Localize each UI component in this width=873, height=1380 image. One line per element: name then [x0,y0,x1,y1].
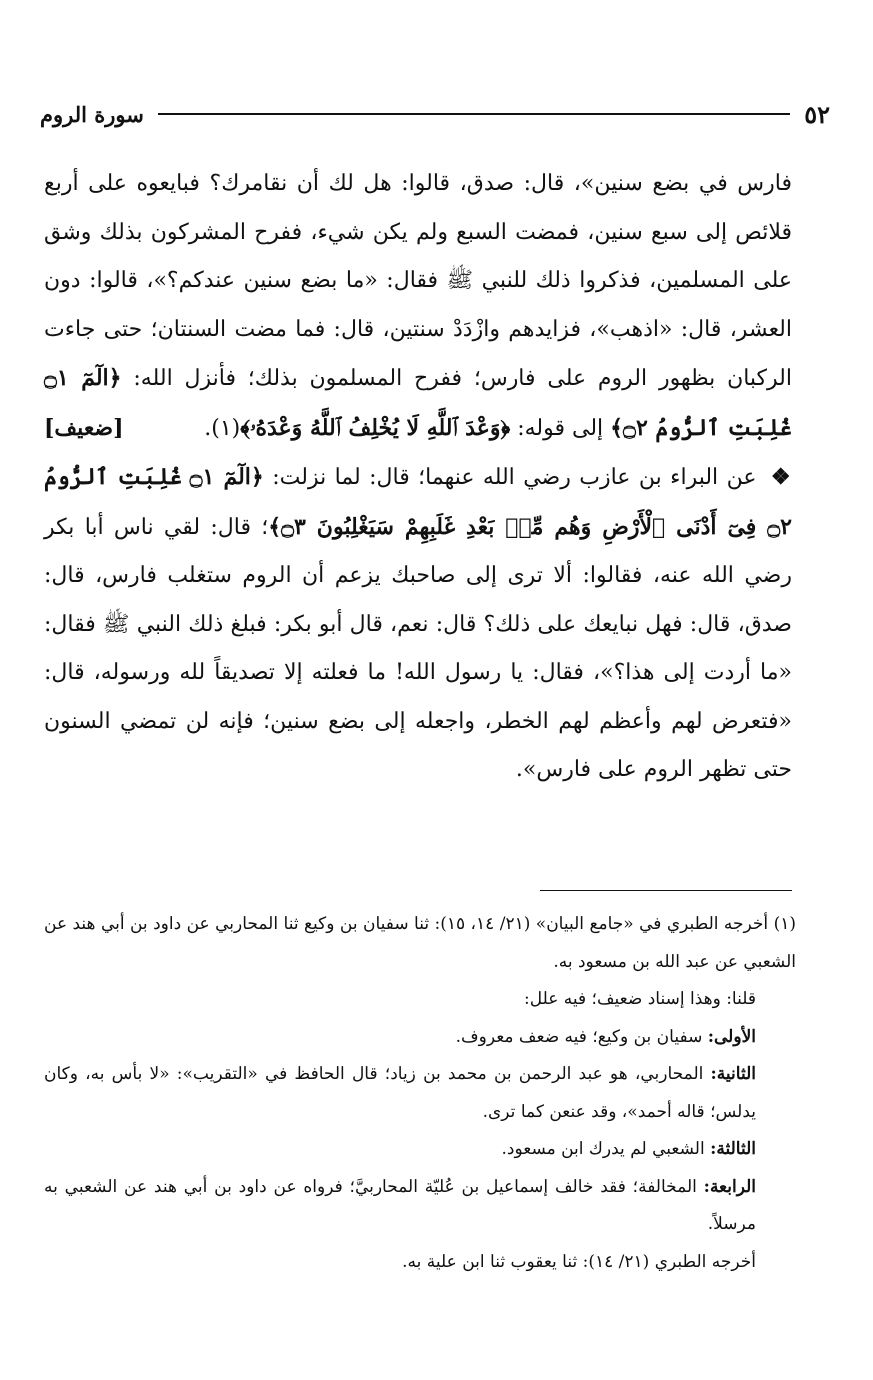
footnote-qulna: قلنا: وهذا إسناد ضعيف؛ فيه علل: [524,989,756,1009]
fourth-text: المخالفة؛ فقد خالف إسماعيل بن عُليّة المحاربيَّ؛ فرواه عن داود بن أبي هند عن الشعبي به مرسلاً. [44,1176,756,1234]
bullet-icon: ❖ [770,464,792,490]
footnote-1 [44,906,796,981]
quran-quote-1: ﴿الٓمٓ ۝١ غُلِبَتِ ٱلرُّومُ ۝٢﴾ [44,365,792,441]
footnote-ref: (١). [204,415,241,441]
footnote-last: أخرجه الطبري (٢١/ ١٤): ثنا يعقوب ثنا ابن علية به. [402,1251,756,1272]
page-number: ٥٢ [804,99,830,129]
footnote-second [44,1056,796,1131]
grade-label: [ضعيف] [44,414,124,441]
header-rule [158,113,790,115]
quran-quote-3: ﴿الٓمٓ ۝١ غُلِبَتِ ٱلرُّومُ ۝٢ فِىٓ أَدْنَى ٱلْأَرْضِ وَهُم مِّنۢ بَعْدِ غَلَبِهِمْ سَيَغْلِبُونَ ۝٣﴾ [44,464,792,540]
page-header [40,94,830,134]
footnote-fourth [44,1169,796,1244]
third-label: الثالثة: [710,1139,756,1159]
footnotes [44,906,796,1281]
p2-text-2: ؛ قال: لقي ناس أبا بكر رضي الله عنه، فقالوا: ألا ترى إلى صاحبك يزعم أن الروم ستغلب فارس، قال: صدق، قال: فهل نبايعك على ذلك؟ قال: نعم، قال أبو بكر: فبلغ ذلك النبي ﷺ فقال: «ما أردت إلى هذا؟»، فقال: يا رسول الله! ما فعلته إلا تصديقاً لله ورسوله، قال: «فتعرض لهم وأعظم لهم الخطر، واجعله إلى بضع سنين؛ فإنه لن تمضي السنون حتى تظهر الروم على فارس». [44,514,792,782]
second-label: الثانية: [710,1064,756,1084]
footnote-first [44,1019,796,1057]
paragraph-2 [44,453,792,795]
surah-title: سورة الروم [40,101,144,127]
quran-quote-2: ﴿وَعْدَ ٱللَّهِ لَا يُخْلِفُ ٱللَّهُ وَعْدَهُۥ﴾ [240,414,511,441]
third-text: الشعبي لم يدرك ابن مسعود. [501,1139,711,1159]
paragraph-1 [44,160,792,453]
fourth-label: الرابعة: [703,1176,756,1197]
p1-text-2: إلى قوله: [510,415,611,441]
p1-text: فارس في بضع سنين»، قال: صدق، قالوا: هل لك أن نقامرك؟ فبايعوه على أربع قلائص إلى سبع سنين، فمضت السبع ولم يكن شيء، ففرح المشركون بذلك وشق على المسلمين، فذكروا ذلك للنبي ﷺ فقال: «ما بضع سنين عندكم؟»، قالوا: دون العشر، قال: «اذهب»، فزايدهم وازْدَدْ سنتين، قال: فما مضت السنتان؛ حتى جاءت الركبان بظهور الروم على فارس؛ ففرح المسلمون بذلك؛ فأنزل الله: [44,171,792,391]
first-text: سفيان بن وكيع؛ فيه ضعف معروف. [455,1026,708,1047]
footnote-divider [540,890,792,891]
footnote-mark: (١) [773,914,796,934]
footnote-1-text: أخرجه الطبري في «جامع البيان» (٢١/ ١٤، ١٥): ثنا سفيان بن وكيع ثنا المحاربي عن داود بن أبي هند عن الشعبي عن عبد الله بن مسعود به. [44,914,796,972]
second-text: المحاربي، هو عبد الرحمن بن محمد بن زياد؛ قال الحافظ في «التقريب»: «لا بأس به، وكان يدلس؛ قاله أحمد»، وقد عنعن كما ترى. [44,1064,756,1122]
main-text [44,160,792,795]
p2-text-1: عن البراء بن عازب رضي الله عنهما؛ قال: لما نزلت: [263,465,765,490]
first-label: الأولى: [707,1026,756,1047]
footnote-third [44,1131,796,1169]
